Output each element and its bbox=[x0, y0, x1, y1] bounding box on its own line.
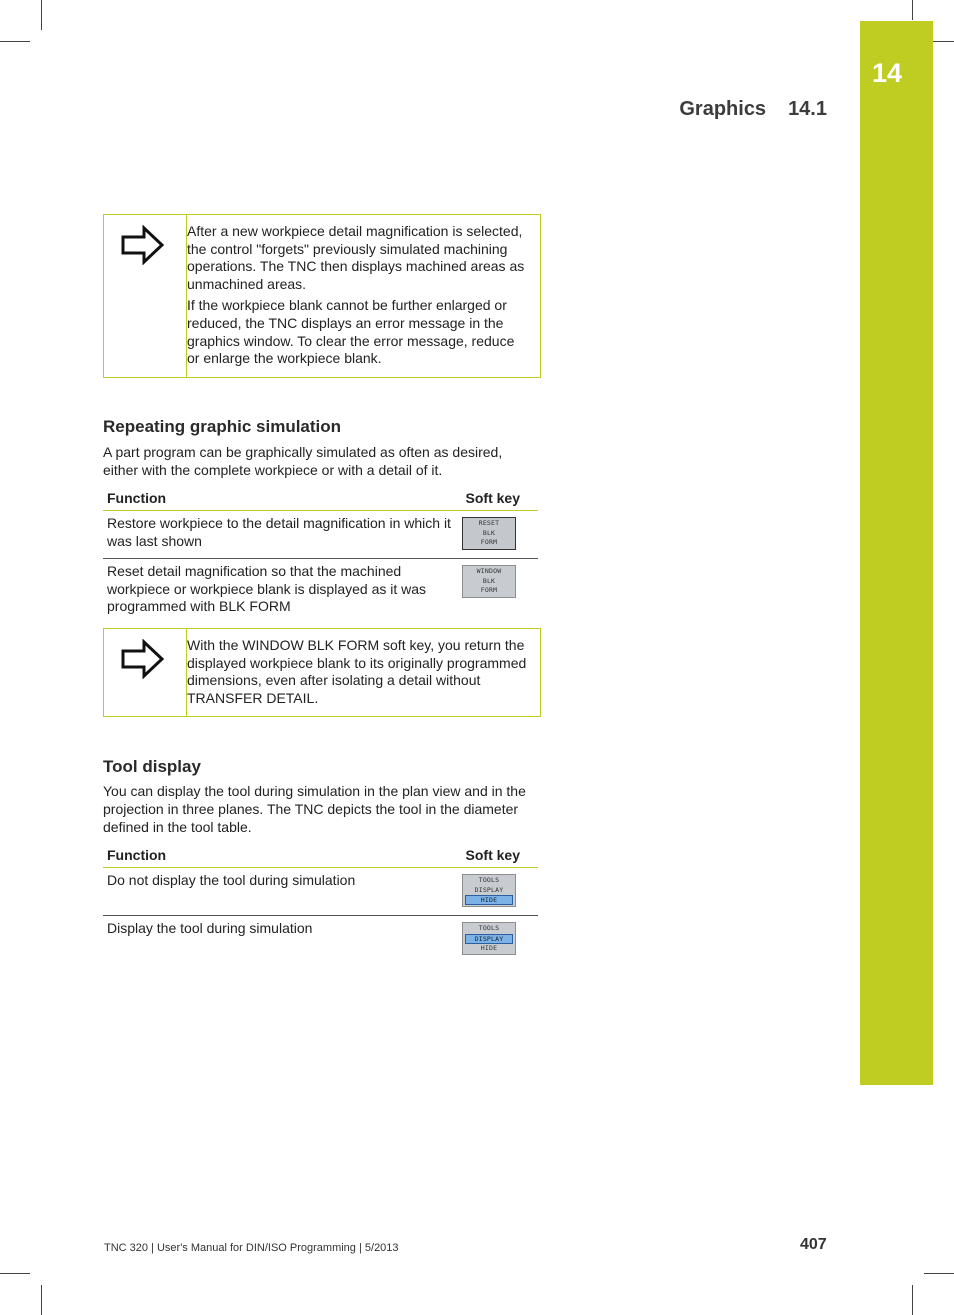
softkey-label: TOOLS bbox=[478, 924, 500, 932]
softkey-label-active: DISPLAY bbox=[465, 934, 513, 944]
note-paragraph: After a new workpiece detail magnification is selected, the control "forgets" previously simulated machining operations. The TNC then displays machined areas as unmachined areas. bbox=[187, 223, 525, 292]
header-title: Graphics bbox=[679, 98, 767, 120]
arrow-right-icon bbox=[120, 639, 166, 679]
section-heading: Repeating graphic simulation bbox=[103, 417, 342, 436]
section-intro: A part program can be graphically simulated as often as desired, either with the complete workpiece or with a detail of it. bbox=[103, 444, 503, 478]
crop-mark bbox=[924, 1273, 954, 1274]
softkey-label-active: HIDE bbox=[465, 895, 513, 905]
column-header-function: Function bbox=[107, 490, 167, 506]
softkey-label: FORM bbox=[480, 586, 498, 595]
section-intro: You can display the tool during simulation in the plan view and in the projection in three planes. The TNC depicts the tool in the diameter defined in the tool table. bbox=[103, 783, 526, 835]
softkey-label: RESET bbox=[478, 519, 500, 528]
table-row bbox=[103, 868, 538, 916]
note-box bbox=[103, 214, 541, 378]
softkey-label: TOOLS bbox=[478, 876, 500, 884]
chapter-tab bbox=[860, 21, 933, 1085]
crop-mark bbox=[41, 1285, 42, 1315]
softkey-label: DISPLAY bbox=[474, 885, 504, 894]
chapter-number: 14 bbox=[872, 58, 903, 88]
table-row bbox=[103, 511, 538, 559]
crop-mark bbox=[912, 0, 913, 20]
footer-text: TNC 320 | User's Manual for DIN/ISO Programming | 5/2013 bbox=[104, 1242, 399, 1254]
note-text bbox=[187, 637, 530, 711]
function-description: Display the tool during simulation bbox=[107, 920, 313, 936]
table-row bbox=[103, 559, 538, 621]
note-text bbox=[187, 223, 530, 372]
crop-mark bbox=[912, 1285, 913, 1315]
section-heading: Tool display bbox=[103, 757, 201, 776]
header-section: 14.1 bbox=[788, 98, 827, 120]
table-header bbox=[103, 486, 538, 511]
softkey-window-blk-form[interactable] bbox=[462, 565, 516, 598]
softkey-reset-blk-form[interactable] bbox=[462, 517, 516, 550]
note-paragraph: If the workpiece blank cannot be further enlarged or reduced, the TNC displays an error message in the graphics window. To clear the error message, reduce or enlarge the workpiece blank. bbox=[187, 297, 515, 367]
note-box bbox=[103, 628, 541, 717]
softkey-table bbox=[103, 843, 538, 962]
crop-mark bbox=[0, 41, 30, 42]
running-header bbox=[679, 98, 827, 121]
crop-mark bbox=[41, 0, 42, 30]
page-number: 407 bbox=[800, 1236, 827, 1253]
table-row bbox=[103, 916, 538, 962]
function-description: Do not display the tool during simulation bbox=[107, 872, 356, 888]
softkey-tools-hide[interactable] bbox=[462, 874, 516, 907]
function-description: Reset detail magnification so that the machined workpiece or workpiece blank is displayed as it was programmed with BLK FORM bbox=[107, 563, 427, 615]
softkey-tools-display[interactable] bbox=[462, 922, 516, 955]
function-description: Restore workpiece to the detail magnification in which it was last shown bbox=[107, 515, 451, 549]
crop-mark bbox=[0, 1273, 30, 1274]
softkey-label: BLK bbox=[482, 576, 496, 585]
column-header-softkey: Soft key bbox=[465, 847, 520, 863]
note-paragraph: With the WINDOW BLK FORM soft key, you return the displayed workpiece blank to its originally programmed dimensions, even after isolating a detail without TRANSFER DETAIL. bbox=[187, 637, 527, 706]
softkey-label: FORM bbox=[480, 538, 498, 547]
column-header-function: Function bbox=[107, 847, 167, 863]
column-header-softkey: Soft key bbox=[465, 490, 520, 506]
softkey-label: HIDE bbox=[480, 943, 498, 952]
softkey-label: WINDOW bbox=[476, 567, 502, 576]
softkey-table bbox=[103, 486, 538, 621]
arrow-right-icon bbox=[120, 225, 166, 265]
table-header bbox=[103, 843, 538, 868]
softkey-label: BLK bbox=[482, 528, 496, 537]
